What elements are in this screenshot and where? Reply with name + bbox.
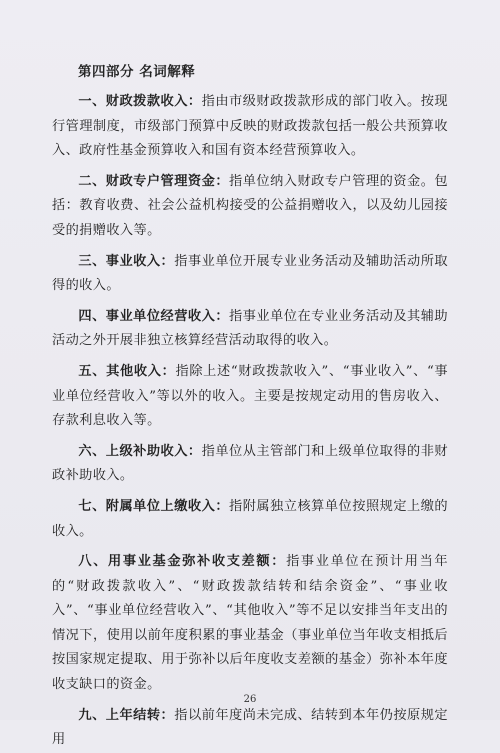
entry-term: 三、事业收入： [78,253,175,269]
page-number: 26 [243,694,257,705]
entry-definition: 指事业单位在专业业务活动及其辅助活动之外开展非独立核算经营活动取得的收入。 [52,308,448,349]
entry-term: 六、上级补助收入： [78,443,202,459]
entry-definition: 指由市级财政拨款形成的部门收入。按现行管理制度，市级部门预算中反映的财政拨款包括一般公共预算收入、政府性基金预算收入和国有资本经营预算收入。 [52,94,448,159]
section-title: 第四部分 名词解释 [78,64,196,80]
entry-business-income [52,250,448,299]
entry-prior-year-carryover [52,704,448,753]
entry-definition: 指除上述“财政拨款收入”、“事业收入”、“事业单位经营收入”等以外的收入。主要是按规定动用的售房收入、存款利息收入等。 [52,363,448,429]
entry-affiliated-unit-remittance [52,495,448,544]
entry-superior-subsidy-income [52,440,448,489]
entry-definition: 指单位纳入财政专户管理的资金。包括：教育收费、社会公益机构接受的公益捐赠收入，以及幼儿园接受的捐赠收入等。 [52,173,448,238]
entry-term: 八、用事业基金弥补收支差额： [78,554,287,570]
entry-term: 一、财政拨款收入： [78,94,202,109]
entry-business-fund-offset [52,550,448,698]
entry-term: 二、财政专户管理资金： [78,173,230,189]
entry-operating-income [52,305,448,354]
entry-fiscal-appropriation-income [52,90,448,164]
entry-definition: 指附属独立核算单位按照规定上缴的收入。 [52,498,448,539]
entry-definition: 指事业单位在预计用当年的“财政拨款收入”、“财政拨款结转和结余资金”、“事业收入”、“事业单位经营收入”、“其他收入”等不足以安排当年支出的情况下，使用以前年度积累的事业基金（事业单位当年收支相抵后按国家规定提取、用于弥补以后年度收支差额的基金）弥补本年度收支缺口的资金。 [52,554,448,693]
entry-definition: 指单位从主管部门和上级单位取得的非财政补助收入。 [52,443,448,484]
entry-fiscal-special-account-funds [52,170,448,244]
entry-other-income [52,360,448,434]
entry-term: 九、上年结转： [78,707,175,723]
entry-term: 四、事业单位经营收入： [78,308,230,324]
entry-term: 五、其他收入： [78,363,176,379]
entry-definition: 指以前年度尚未完成、结转到本年仍按原规定用 [52,707,448,748]
entry-definition: 指事业单位开展专业业务活动及辅助活动所取得的收入。 [52,253,448,294]
entry-term: 七、附属单位上缴收入： [78,498,230,514]
